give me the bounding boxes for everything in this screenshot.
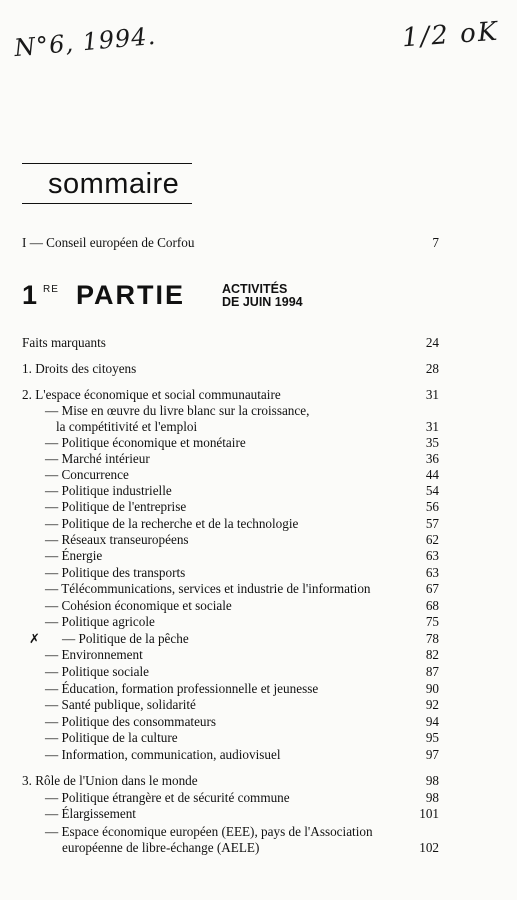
toc-entry-label: — Santé publique, solidarité [45,697,196,712]
toc-entry-page: 57 [425,516,439,531]
toc-entry-page: 54 [425,483,439,498]
toc-entry-label: — Concurrence [45,467,129,482]
toc-entry-page: 97 [425,747,439,762]
toc-entry-label: — Politique économique et monétaire [45,435,246,450]
toc-entry-page: 94 [425,714,439,729]
part-word: PARTIE [76,280,186,310]
toc-entry-label: 1. Droits des citoyens [22,361,137,376]
toc-entry-label: — Mise en œuvre du livre blanc sur la croissance, [45,403,310,418]
toc-entry-label: — Environnement [45,647,143,662]
toc-entry-label: — Information, communication, audiovisuel [45,747,281,762]
toc-entry-label: — Politique de l'entreprise [45,499,187,514]
toc-entry-label: — Éducation, formation professionnelle et jeunesse [45,681,319,696]
toc-entry-label: — Réseaux transeuropéens [45,532,189,547]
toc-entry-page: 63 [425,548,439,563]
part-subtitle [222,283,303,309]
toc-entry-label: — Énergie [45,548,103,563]
handwritten-check-note: 1/2 oK [401,16,501,54]
toc-entry-page: 98 [425,773,439,788]
part-subtitle-line-2: DE JUIN 1994 [222,295,303,309]
intro-entry-page: 7 [432,235,439,250]
toc-entry-label: — Politique de la pêche [62,631,189,646]
pen-mark-icon: ✗ [29,631,40,646]
toc-entry-label: — Politique agricole [45,614,155,629]
toc-entry-label: — Élargissement [45,806,136,821]
toc-entry-page: 28 [425,361,439,376]
toc-entry-page: 56 [425,499,439,514]
toc-entry-page: 63 [425,565,439,580]
toc-entry-label: — Espace économique européen (EEE), pays de l'Association [45,824,373,839]
toc-entry-page: 98 [425,790,439,805]
toc-entry-page: 82 [425,647,439,662]
page-title: sommaire [48,168,180,200]
toc-entry-label: — Marché intérieur [45,451,150,466]
toc-entry-label: — Politique industrielle [45,483,172,498]
toc-entry-page: 90 [425,681,439,696]
toc-entry-label: la compétitivité et l'emploi [56,419,198,434]
toc-entry-page: 68 [425,598,439,613]
toc-entry-page: 92 [425,697,439,712]
toc-entry-label: — Cohésion économique et sociale [45,598,232,613]
heading-rule-top [22,163,192,164]
toc-entry-page: 62 [425,532,439,547]
toc-entry-label: 3. Rôle de l'Union dans le monde [22,773,198,788]
part-number-suffix: RE [43,284,59,295]
toc-entry-label: — Politique de la culture [45,730,178,745]
toc-entry-label: — Télécommunications, services et industrie de l'information [45,581,371,596]
toc-entry-page: 75 [425,614,439,629]
toc-entry-page: 31 [425,387,439,402]
toc-entry-page: 101 [419,806,439,821]
toc-entry-label: — Politique de la recherche et de la technologie [45,516,299,531]
toc-entry-label: — Politique étrangère et de sécurité commune [45,790,290,805]
toc-entry-page: 78 [425,631,439,646]
toc-entry-page: 44 [425,467,439,482]
toc-entry-page: 31 [425,419,439,434]
toc-entry-label: — Politique des transports [45,565,186,580]
toc-entry-page: 24 [425,335,439,350]
toc-entry-label: — Politique des consommateurs [45,714,217,729]
part-subtitle-line-1: ACTIVITÉS [222,282,288,296]
handwritten-issue-note: N°6, 1994. [13,21,158,63]
toc-entry-page: 35 [425,435,439,450]
part-number: 1 [22,280,38,310]
heading-rule-bottom [22,203,192,204]
toc-entry-page: 87 [425,664,439,679]
toc-entry-label: européenne de libre-échange (AELE) [62,840,260,855]
toc-entry-page: 36 [425,451,439,466]
toc-entry-page: 95 [425,730,439,745]
toc-entry-page: 67 [425,581,439,596]
intro-entry-label: I — Conseil européen de Corfou [22,235,195,250]
toc-entry-label: Faits marquants [22,335,106,350]
toc-entry-label: — Politique sociale [45,664,150,679]
toc-entry-label: 2. L'espace économique et social communautaire [22,387,281,402]
toc-entry-page: 102 [419,840,439,855]
